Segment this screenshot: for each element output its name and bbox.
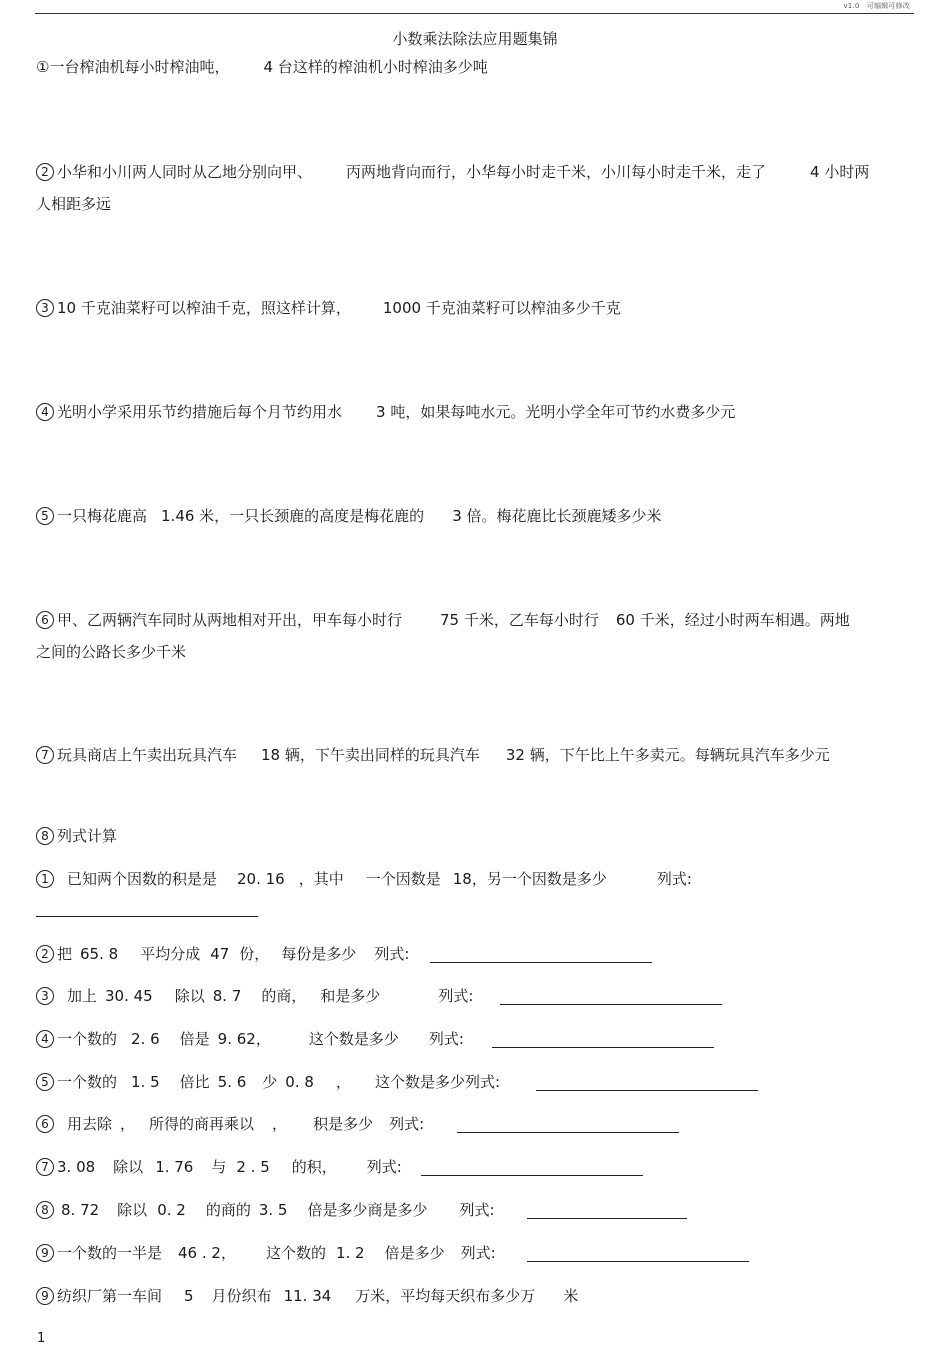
problem-1-text-b: 4 台这样的榨油机小时榨油多少吨 <box>263 58 488 76</box>
calc-7 <box>36 1158 402 1177</box>
calc-3-text: 的商， <box>261 987 307 1005</box>
calc-3-text: 除以 <box>174 987 205 1005</box>
calc-5-answer-blank[interactable] <box>536 1076 758 1091</box>
calc-5-text: 0. 8 <box>285 1073 314 1091</box>
problem-5-text-b: 1.46 米，一只长颈鹿的高度是梅花鹿的 <box>161 507 425 525</box>
calc-1 <box>36 870 692 889</box>
calc-4 <box>36 1030 464 1049</box>
problem-2-text-b: 丙两地背向而行，小华每小时走千米，小川每小时走千米，走了 <box>346 163 767 181</box>
calc-9-text: 46 . 2， <box>178 1244 236 1262</box>
calc-10-text: 11. 34 <box>283 1287 332 1305</box>
calc-8-text: 8. 72 <box>61 1201 100 1219</box>
calc-8-text: 倍是多少商是多少 <box>307 1201 428 1219</box>
calc-6-text: ， <box>120 1115 136 1133</box>
calc-10-text: 米 <box>563 1287 579 1305</box>
calc-1-text: 18，另一个因数是多少 <box>452 870 607 888</box>
calc-6-label: 列式: <box>389 1115 425 1133</box>
calc-5-label: 这个数是多少列式: <box>374 1073 500 1091</box>
calc-4-text: 一个数的 <box>57 1030 118 1048</box>
calc-7-text: 除以 <box>113 1158 144 1176</box>
problem-4-line-1 <box>36 403 735 422</box>
problem-4-marker: 4 <box>36 403 54 421</box>
problem-6-text-b: 75 千米，乙车每小时行 <box>440 611 599 629</box>
calc-2-label: 列式: <box>374 945 410 963</box>
problem-2-text-d: 人相距多远 <box>36 195 112 213</box>
calc-6-text: 所得的商再乘以 <box>149 1115 255 1133</box>
problem-1-marker: ① <box>36 58 50 76</box>
calc-4-text: 这个数是多少 <box>308 1030 399 1048</box>
problem-6-text-d: 之间的公路长多少千米 <box>36 643 187 661</box>
calc-4-label: 列式: <box>428 1030 464 1048</box>
header-divider <box>35 13 914 14</box>
calc-8-label: 列式: <box>459 1201 495 1219</box>
problem-7-marker: 7 <box>36 746 54 764</box>
calc-10-marker: 9 <box>36 1287 54 1305</box>
problem-3-text-b: 1000 千克油菜籽可以榨油多少千克 <box>382 299 621 317</box>
calc-6 <box>36 1115 424 1134</box>
calc-10 <box>36 1287 578 1306</box>
problem-3-line-1 <box>36 299 621 318</box>
calc-5-text: 倍比 <box>179 1073 210 1091</box>
calc-1-text: 已知两个因数的积是是 <box>67 870 218 888</box>
calc-2-answer-blank[interactable] <box>430 948 652 963</box>
calc-4-text: 2. 6 <box>131 1030 160 1048</box>
problem-6-line-1 <box>36 611 850 630</box>
calc-7-answer-blank[interactable] <box>421 1161 643 1176</box>
calc-2-text: 把 <box>57 945 73 963</box>
problem-5-text-c: 3 倍。梅花鹿比长颈鹿矮多少米 <box>452 507 662 525</box>
problem-7-text-b: 18 辆，下午卖出同样的玩具汽车 <box>261 746 480 764</box>
problem-1-line-1 <box>36 58 488 76</box>
calc-7-text: 1. 76 <box>155 1158 194 1176</box>
calc-6-marker: 6 <box>36 1115 54 1133</box>
calc-5-text: 1. 5 <box>131 1073 160 1091</box>
problem-1-text-a: 一台榨油机每小时榨油吨， <box>49 58 230 76</box>
calc-3-text: 8. 7 <box>212 987 242 1005</box>
problem-2-marker: 2 <box>36 163 54 181</box>
problem-2-line-2 <box>36 195 111 213</box>
calc-7-text: 3. 08 <box>57 1158 96 1176</box>
calc-9-text: 一个数的一半是 <box>57 1244 163 1262</box>
problem-5-line-1 <box>36 507 662 526</box>
calc-3-label: 列式: <box>438 987 474 1005</box>
calc-5 <box>36 1073 500 1092</box>
calc-2-text: 65. 8 <box>80 945 119 963</box>
calc-4-text: 倍是 <box>179 1030 210 1048</box>
calc-9-text: 这个数的 <box>265 1244 326 1262</box>
header-version: v1.0 <box>843 2 860 10</box>
calc-5-text: 少 <box>262 1073 278 1091</box>
calc-9 <box>36 1244 496 1263</box>
problem-7-text-a: 玩具商店上午卖出玩具汽车 <box>57 746 238 764</box>
calc-7-text: 2 . 5 <box>236 1158 270 1176</box>
calc-2-text: 47 <box>210 945 230 963</box>
calc-1-marker: 1 <box>36 870 54 888</box>
calc-1-answer-blank[interactable] <box>36 902 258 917</box>
calc-1-text: ，其中 <box>298 870 344 888</box>
calc-5-text: 一个数的 <box>57 1073 118 1091</box>
calc-5-text: ， <box>335 1073 351 1091</box>
calc-9-label: 列式: <box>460 1244 496 1262</box>
problem-4-text-b: 3 吨，如果每吨水元。光明小学全年可节约水费多少元 <box>376 403 736 421</box>
problem-7-text-c: 32 辆，下午比上午多卖元。每辆玩具汽车多少元 <box>505 746 830 764</box>
calc-8-marker: 8 <box>36 1201 54 1219</box>
calc-7-label: 列式: <box>366 1158 402 1176</box>
calc-4-marker: 4 <box>36 1030 54 1048</box>
calc-6-text: ， <box>272 1115 288 1133</box>
problem-3-text-a: 10 千克油菜籽可以榨油千克，照这样计算， <box>57 299 351 317</box>
problem-5-text-a: 一只梅花鹿高 <box>57 507 148 525</box>
page-title: 小数乘法除法应用题集锦 <box>392 30 558 48</box>
problem-2-text-c: 4 小时两 <box>810 163 870 181</box>
calc-10-text: 5 <box>184 1287 194 1305</box>
calc-8 <box>36 1201 495 1220</box>
calc-3-text: 加上 <box>67 987 98 1005</box>
calc-2-text: 每份是多少 <box>281 945 357 963</box>
problem-6-line-2 <box>36 643 186 661</box>
calc-6-text: 用去除 <box>67 1115 113 1133</box>
calc-3 <box>36 987 473 1006</box>
calc-7-text: 的积， <box>291 1158 337 1176</box>
header-note <box>843 1 910 11</box>
calc-5-marker: 5 <box>36 1073 54 1091</box>
problem-8-line-1 <box>36 827 117 846</box>
calc-9-answer-blank[interactable] <box>527 1247 749 1262</box>
problem-2-line-1 <box>36 163 869 182</box>
problem-3-marker: 3 <box>36 299 54 317</box>
calc-8-text: 3. 5 <box>258 1201 288 1219</box>
calc-8-text: 的商的 <box>205 1201 251 1219</box>
page-number: 1 <box>37 1331 46 1346</box>
calc-3-text: 30. 45 <box>105 987 153 1005</box>
calc-7-marker: 7 <box>36 1158 54 1176</box>
calc-6-answer-blank[interactable] <box>457 1118 679 1133</box>
calc-8-answer-blank[interactable] <box>527 1204 687 1219</box>
problem-6-text-c: 60 千米，经过小时两车相遇。两地 <box>615 611 850 629</box>
calc-1-text: 20. 16 <box>237 870 285 888</box>
problem-4-text-a: 光明小学采用乐节约措施后每个月节约用水 <box>57 403 343 421</box>
calc-2-text: 平均分成 <box>140 945 201 963</box>
problem-5-marker: 5 <box>36 507 54 525</box>
calc-1-text: 一个因数是 <box>365 870 441 888</box>
calc-3-text: 和是多少 <box>320 987 381 1005</box>
calc-6-text: 积是多少 <box>313 1115 374 1133</box>
calc-3-answer-blank[interactable] <box>500 990 722 1005</box>
calc-10-text: 月份织布 <box>211 1287 272 1305</box>
problem-6-text-a: 甲、乙两辆汽车同时从两地相对开出，甲车每小时行 <box>57 611 403 629</box>
calc-2-text: 份， <box>239 945 270 963</box>
problem-7-line-1 <box>36 746 830 765</box>
calc-1-label: 列式: <box>656 870 692 888</box>
calc-3-marker: 3 <box>36 987 54 1005</box>
calc-4-answer-blank[interactable] <box>492 1033 714 1048</box>
calc-10-text: 纺织厂第一车间 <box>57 1287 163 1305</box>
header-editable-note: 可编辑可修改 <box>866 2 910 10</box>
calc-2 <box>36 945 409 964</box>
calc-9-text: 1. 2 <box>335 1244 365 1262</box>
calc-5-text: 5. 6 <box>217 1073 247 1091</box>
calc-7-text: 与 <box>211 1158 227 1176</box>
problem-8-marker: 8 <box>36 827 54 845</box>
calc-9-text: 倍是多少 <box>384 1244 445 1262</box>
calc-10-text: 万米，平均每天织布多少万 <box>355 1287 536 1305</box>
problem-8-text-a: 列式计算 <box>57 827 118 845</box>
calc-8-text: 除以 <box>117 1201 148 1219</box>
problem-6-marker: 6 <box>36 611 54 629</box>
calc-9-marker: 9 <box>36 1244 54 1262</box>
calc-2-marker: 2 <box>36 945 54 963</box>
calc-8-text: 0. 2 <box>157 1201 186 1219</box>
problem-2-text-a: 小华和小川两人同时从乙地分别向甲、 <box>57 163 313 181</box>
calc-4-text: 9. 62， <box>217 1030 271 1048</box>
